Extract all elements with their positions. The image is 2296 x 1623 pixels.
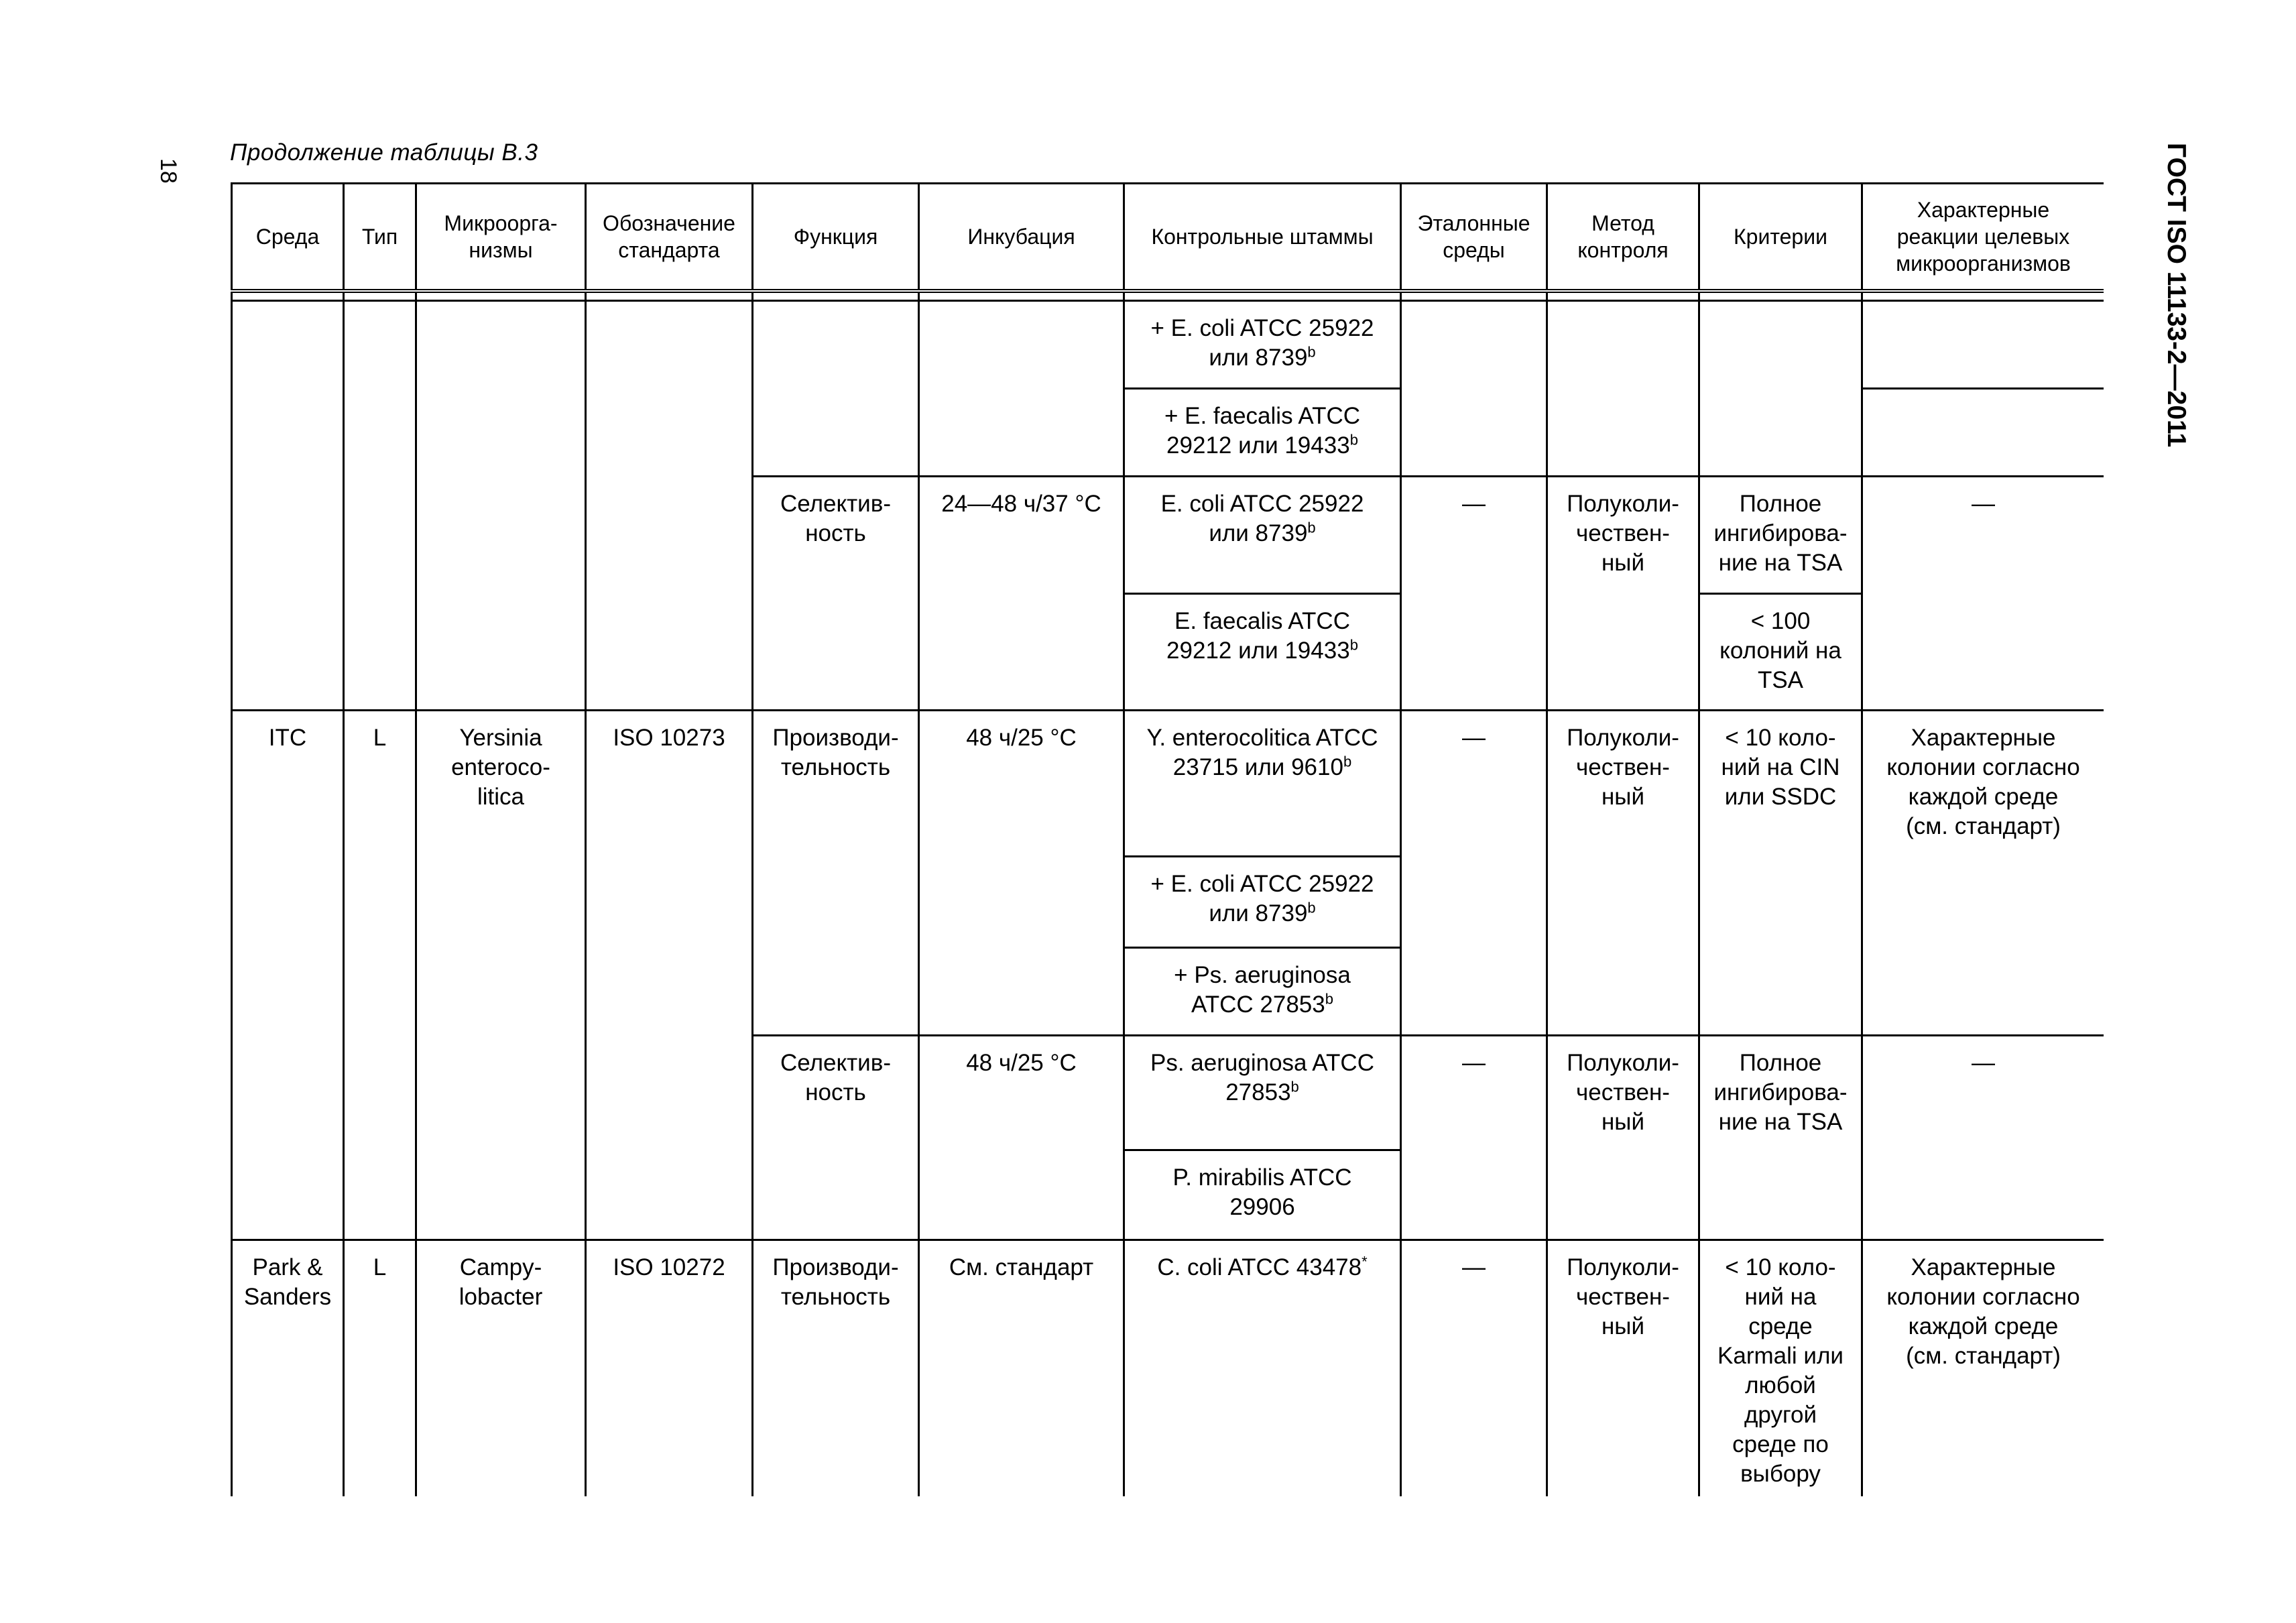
standard-identifier: ГОСТ ISO 11133-2—2011 [2162, 143, 2191, 448]
itc-type: L [344, 711, 416, 1240]
itc-prod-strain: + E. coli ATCC 25922 или 8739$^b$ [1124, 857, 1401, 948]
itc-standard: ISO 10273 [586, 711, 753, 1240]
header-criteria: Критерии [1699, 184, 1862, 292]
cont-sel-reactions: — [1862, 477, 2104, 711]
cont-ref-cell [1401, 301, 1547, 477]
cont-criteria-cell [1699, 301, 1862, 477]
itc-medium: ITC [232, 711, 344, 1240]
cont-sel-strain: E. faecalis ATCC 29212 или 19433$^b$ [1124, 594, 1401, 711]
cont-sel-strain: E. coli ATCC 25922 или 8739$^b$ [1124, 477, 1401, 594]
page-number: 18 [156, 158, 181, 184]
cont-medium-cell [232, 301, 344, 711]
park-standard: ISO 10272 [586, 1240, 753, 1497]
cont-method-cell [1547, 301, 1699, 477]
itc-sel-method: Полуколи- чествен- ный [1547, 1036, 1699, 1240]
header-control-method: Метод контроля [1547, 184, 1699, 292]
itc-prod-function: Производи- тельность [753, 711, 919, 1036]
cont-reactions-cell [1862, 389, 2104, 477]
header-incubation: Инкубация [919, 184, 1124, 292]
itc-prod-strain: + Ps. aeruginosa ATCC 27853$^b$ [1124, 948, 1401, 1036]
table-row [232, 711, 2104, 857]
itc-prod-ref: — [1401, 711, 1547, 1036]
itc-organism: Yersinia enteroco- litica [416, 711, 586, 1240]
park-type: L [344, 1240, 416, 1497]
itc-prod-criteria: < 10 коло- ний на CIN или SSDC [1699, 711, 1862, 1036]
cont-reactions-cell [1862, 301, 2104, 389]
itc-prod-method: Полуколи- чествен- ный [1547, 711, 1699, 1036]
header-gap-row [232, 291, 2104, 301]
header-row [232, 184, 2104, 292]
header-control-strains: Контрольные штаммы [1124, 184, 1401, 292]
park-reactions: Характерные колонии согласно каждой среде (см. стандарт) [1862, 1240, 2104, 1497]
cont-sel-incubation: 24—48 ч/37 °C [919, 477, 1124, 711]
park-function: Производи- тельность [753, 1240, 919, 1497]
park-medium: Park & Sanders [232, 1240, 344, 1497]
park-incubation: См. стандарт [919, 1240, 1124, 1497]
header-function: Функция [753, 184, 919, 292]
cont-strain-cell: + E. faecalis ATCC 29212 или 19433$^b$ [1124, 389, 1401, 477]
park-strain: C. coli ATCC 43478* [1124, 1240, 1401, 1497]
park-method: Полуколи- чествен- ный [1547, 1240, 1699, 1497]
itc-sel-criteria: Полное ингибирова- ние на TSA [1699, 1036, 1862, 1240]
table-row [232, 301, 2104, 389]
itc-sel-ref: — [1401, 1036, 1547, 1240]
cont-sel-criteria: Полное ингибирова- ние на TSA [1699, 477, 1862, 594]
itc-prod-strain: Y. enterocolitica ATCC 23715 или 9610$^b$ [1124, 711, 1401, 857]
cont-type-cell [344, 301, 416, 711]
header-target-reactions: Характерные реакции целевых микроорганизмов [1862, 184, 2104, 292]
park-criteria: < 10 коло- ний на среде Karmali или любой другой среде по выбору [1699, 1240, 1862, 1497]
header-type: Тип [344, 184, 416, 292]
itc-sel-function: Селектив- ность [753, 1036, 919, 1240]
cont-sel-ref: — [1401, 477, 1547, 711]
itc-prod-reactions: Характерные колонии согласно каждой среде (см. стандарт) [1862, 711, 2104, 1036]
itc-sel-incubation: 48 ч/25 °C [919, 1036, 1124, 1240]
cont-sel-method: Полуколи- чествен- ный [1547, 477, 1699, 711]
cont-strain-cell: + E. coli ATCC 25922 или 8739$^b$ [1124, 301, 1401, 389]
park-organism: Campy- lobacter [416, 1240, 586, 1497]
cont-organism-cell [416, 301, 586, 711]
cont-standard-cell [586, 301, 753, 711]
table-container [231, 182, 2104, 1496]
header-medium: Среда [232, 184, 344, 292]
table-caption: Продолжение таблицы В.3 [230, 139, 538, 166]
header-standard: Обозначение стандарта [586, 184, 753, 292]
header-microorganisms: Микроорга- низмы [416, 184, 586, 292]
cont-sel-criteria: < 100 колоний на TSA [1699, 594, 1862, 711]
header-reference-media: Эталонные среды [1401, 184, 1547, 292]
table-row [232, 1240, 2104, 1497]
microorganism-media-table [231, 182, 2104, 1496]
itc-prod-incubation: 48 ч/25 °C [919, 711, 1124, 1036]
itc-sel-strain: Ps. aeruginosa ATCC 27853$^b$ [1124, 1036, 1401, 1150]
itc-sel-reactions: — [1862, 1036, 2104, 1240]
cont-sel-function: Селектив- ность [753, 477, 919, 711]
park-ref: — [1401, 1240, 1547, 1497]
itc-sel-strain: P. mirabilis ATCC 29906 [1124, 1150, 1401, 1240]
cont-function-cell [753, 301, 919, 477]
cont-incubation-cell [919, 301, 1124, 477]
